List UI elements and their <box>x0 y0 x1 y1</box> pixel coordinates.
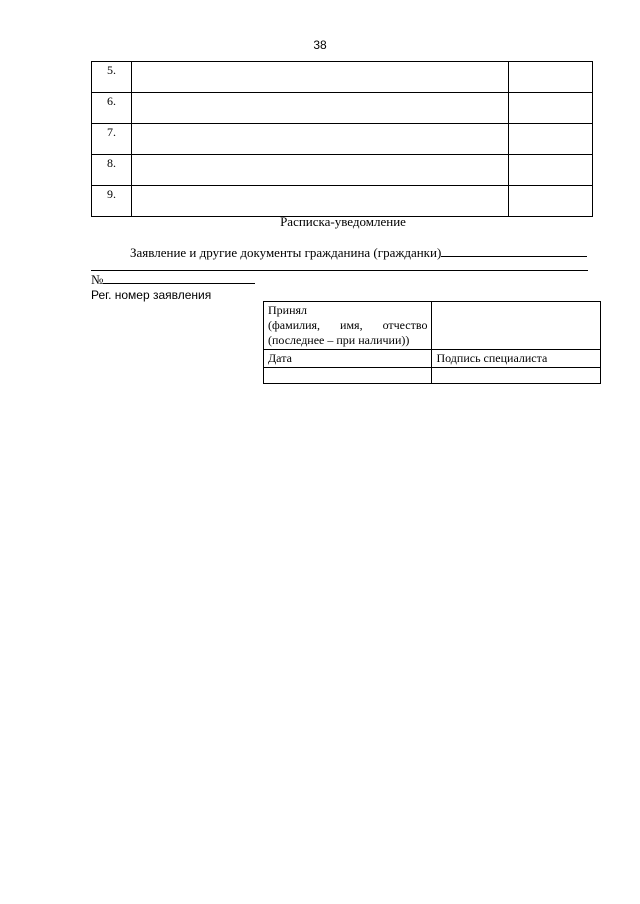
acceptance-table <box>263 301 601 384</box>
row-extra-cell <box>509 93 593 124</box>
accepted-by-label-cell <box>264 302 432 350</box>
table-row <box>92 124 593 155</box>
receipt-title: Расписка-уведомление <box>280 214 406 229</box>
row-extra-cell <box>509 186 593 217</box>
accepted-by-value-cell[interactable] <box>432 302 601 350</box>
accepted-name-hint: (фамилия, имя, отчество <box>268 318 428 332</box>
application-number-blank[interactable] <box>103 271 255 284</box>
statement-text: Заявление и другие документы гражданина (гражданки) <box>130 245 442 260</box>
table-row <box>92 186 593 217</box>
table-row <box>92 62 593 93</box>
row-description-cell <box>131 186 508 217</box>
row-number: 7. <box>92 124 132 155</box>
row-extra-cell <box>509 124 593 155</box>
reg-number-label: Рег. номер заявления <box>91 288 212 302</box>
row-extra-cell <box>509 155 593 186</box>
application-number-line <box>91 271 255 288</box>
row-number: 9. <box>92 186 132 217</box>
table-row <box>92 93 593 124</box>
accepted-patronymic-hint: (последнее – при наличии)) <box>268 333 410 347</box>
accepted-label: Принял <box>268 303 308 317</box>
table-row <box>264 302 601 350</box>
row-description-cell <box>131 62 508 93</box>
statement-line <box>130 244 587 261</box>
number-sign: № <box>91 272 104 287</box>
table-row <box>264 350 601 368</box>
row-number: 6. <box>92 93 132 124</box>
row-number: 8. <box>92 155 132 186</box>
date-label: Дата <box>264 350 432 368</box>
signature-value-cell[interactable] <box>432 368 601 384</box>
page-number: 38 <box>313 38 327 52</box>
row-number: 5. <box>92 62 132 93</box>
row-description-cell <box>131 124 508 155</box>
row-description-cell <box>131 93 508 124</box>
items-table <box>91 61 593 217</box>
table-row <box>92 155 593 186</box>
row-extra-cell <box>509 62 593 93</box>
citizen-name-blank[interactable] <box>441 244 587 257</box>
table-row <box>264 368 601 384</box>
row-description-cell <box>131 155 508 186</box>
signature-label: Подпись специалиста <box>432 350 601 368</box>
date-value-cell[interactable] <box>264 368 432 384</box>
